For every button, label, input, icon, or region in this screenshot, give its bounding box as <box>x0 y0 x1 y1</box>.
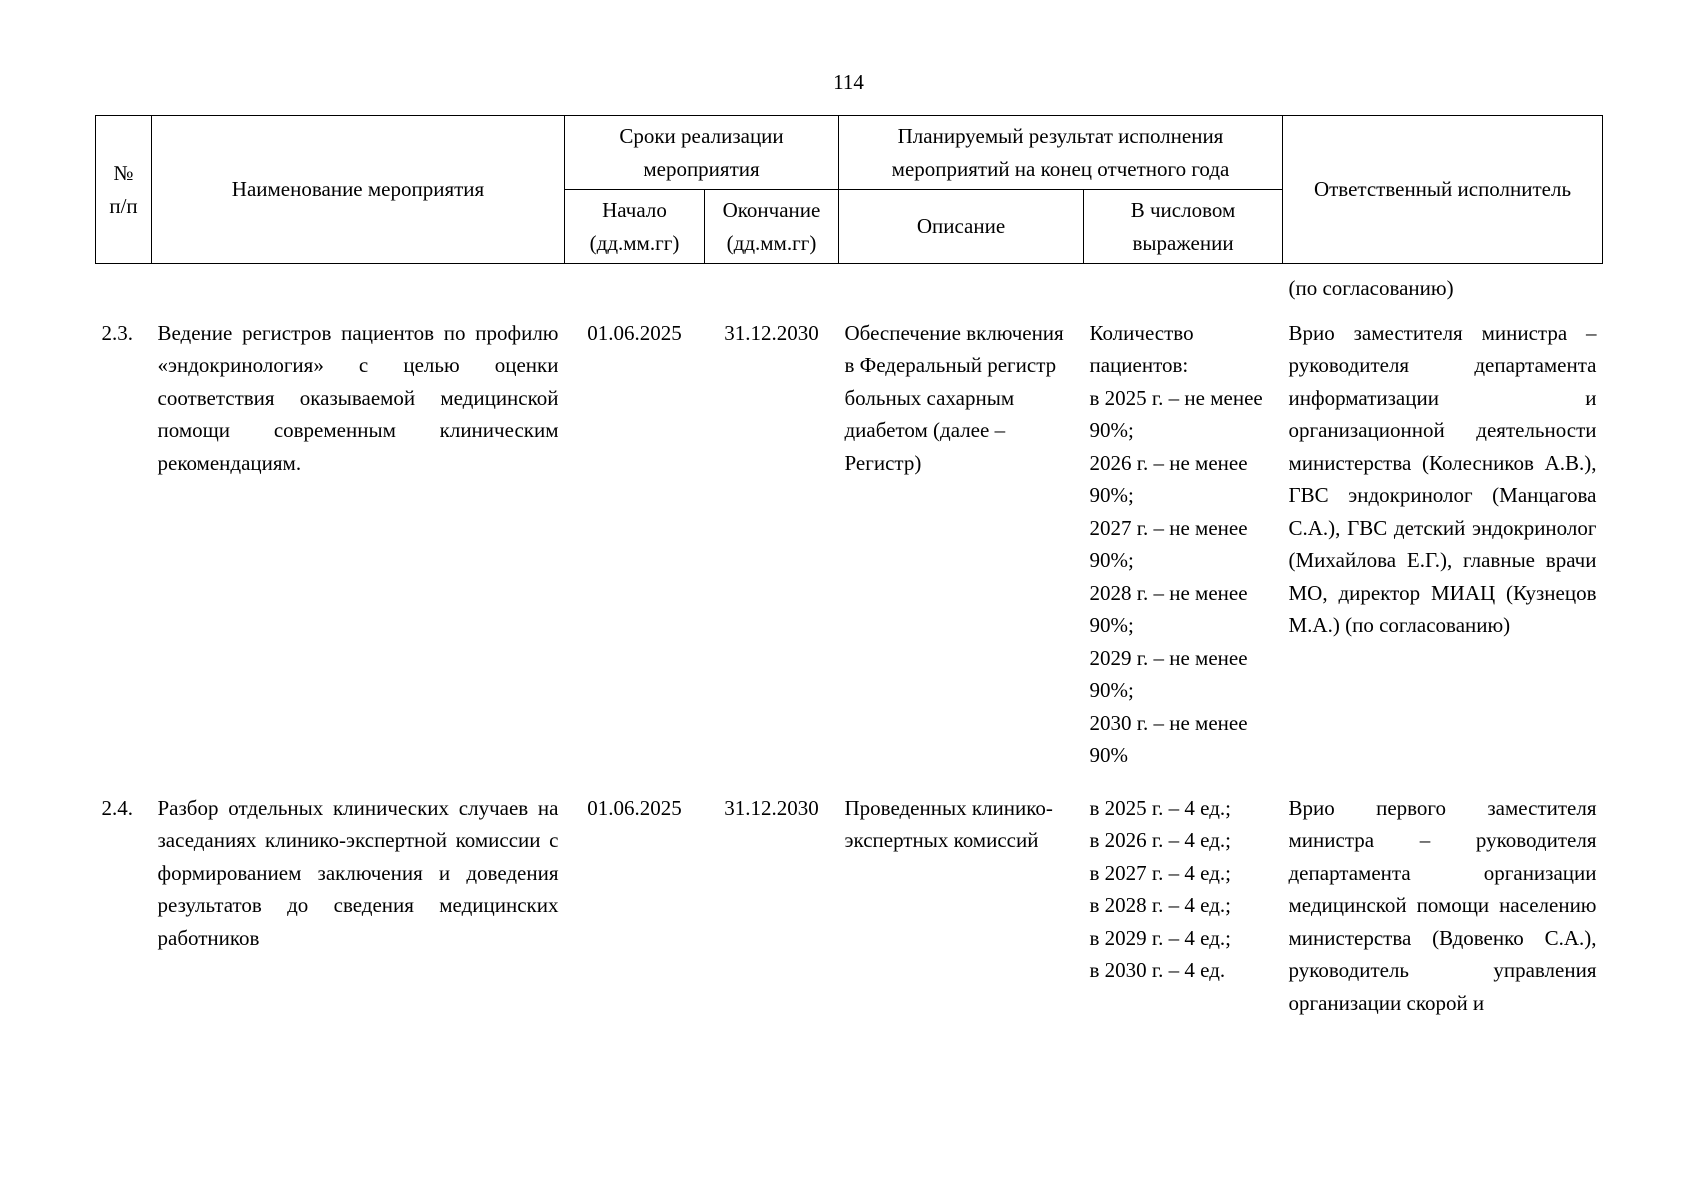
row-name: Ведение регистров пациентов по профилю «эндокринология» с целью оценки соответствия оказываемой медицинской помощи современным клиническим рекомендациям. <box>157 320 559 475</box>
main-table <box>95 115 1603 1019</box>
header-value: В числовом выражении <box>1084 190 1283 264</box>
header-start: Начало (дд.мм.гг) <box>565 190 705 264</box>
header-desc: Описание <box>839 190 1084 264</box>
row-desc: Проведенных клинико-экспертных комиссий <box>844 795 1053 852</box>
header-result: Планируемый результат исполнения мероприятий на конец отчетного года <box>839 116 1283 190</box>
row-num: 2.4. <box>101 795 133 820</box>
row-responsible: Врио первого заместителя министра – руководителя департамента организации медицинской помощи населению министерства (Вдовенко С.А.), руководитель управления организации скорой и <box>1288 795 1597 1015</box>
header-name: Наименование мероприятия <box>152 116 565 264</box>
table-row-2-3 <box>96 317 1603 772</box>
row-value: в 2025 г. – 4 ед.; в 2026 г. – 4 ед.; в 2027 г. – 4 ед.; в 2028 г. – 4 ед.; в 2029 г. – 4 ед.; в 2030 г. – 4 ед. <box>1089 795 1231 982</box>
table-container <box>95 115 1603 1019</box>
row-start: 01.06.2025 <box>587 795 682 820</box>
row-start: 01.06.2025 <box>587 320 682 345</box>
row-name: Разбор отдельных клинических случаев на заседаниях клинико-экспертной комиссии с формированием заключения и доведения результатов до сведения медицинских работников <box>157 795 559 950</box>
header-end: Окончание (дд.мм.гг) <box>705 190 839 264</box>
responsible-cell-cont: (по согласованию) <box>1288 276 1454 300</box>
row-value: Количество пациентов: в 2025 г. – не менее 90%; 2026 г. – не менее 90%; 2027 г. – не менее 90%; 2028 г. – не менее 90%; 2029 г. – не менее 90%; 2030 г. – не менее 90% <box>1089 320 1263 767</box>
row-responsible: Врио заместителя министра – руководителя департамента информатизации и организационной деятельности министерства (Колесников А.В.), ГВС эндокринолог (Манцагова С.А.), ГВС детский эндокринолог (Михайлова Е.Г.), главные врачи МО, директор МИАЦ (Кузнецов М.А.) (по согласованию) <box>1288 320 1597 637</box>
header-timeline: Сроки реализации мероприятия <box>565 116 839 190</box>
row-num: 2.3. <box>101 320 133 345</box>
table-row-2-4 <box>96 792 1603 1020</box>
row-end: 31.12.2030 <box>724 795 819 820</box>
header-num: № п/п <box>96 116 152 264</box>
row-end: 31.12.2030 <box>724 320 819 345</box>
table-row-continuation <box>96 264 1603 317</box>
header-responsible: Ответственный исполнитель <box>1283 116 1603 264</box>
page-number: 114 <box>833 70 864 94</box>
row-desc: Обеспечение включения в Федеральный регистр больных сахарным диабетом (далее – Регистр) <box>844 320 1064 475</box>
